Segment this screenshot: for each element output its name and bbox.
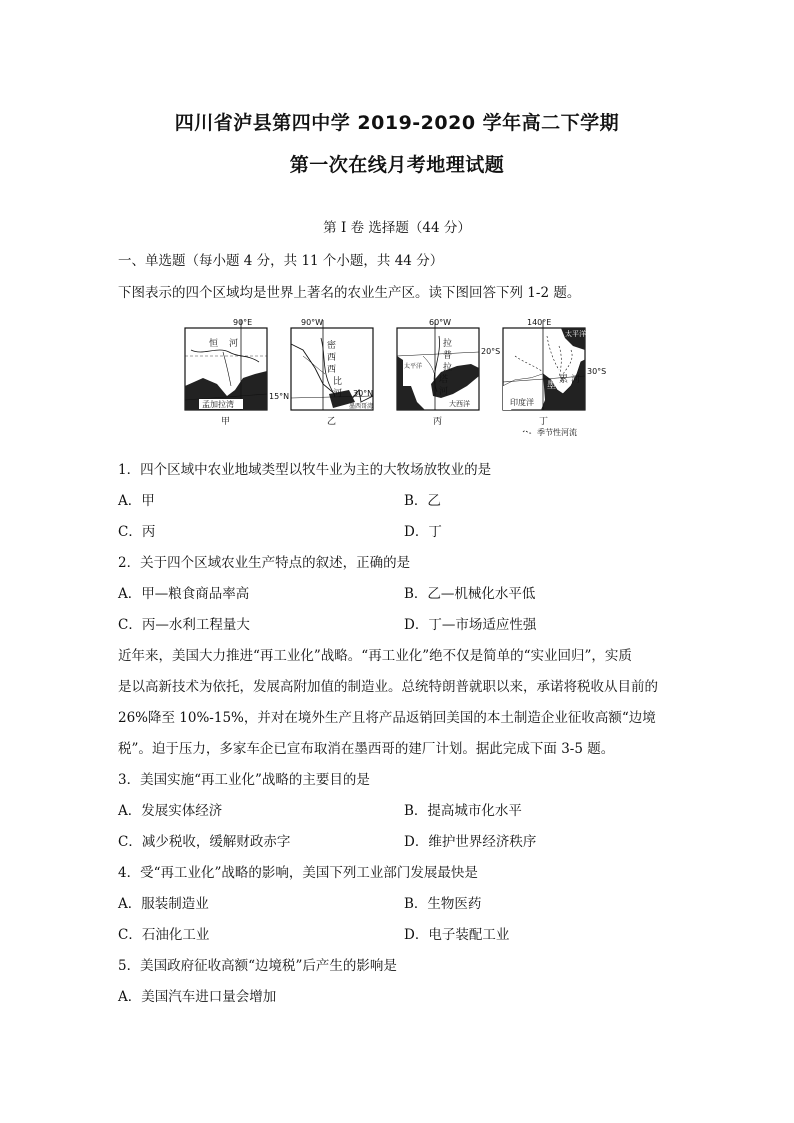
part-heading: 一、单选题（每小题 4 分，共 11 个小题，共 44 分） [118, 253, 444, 269]
q1-option-b[interactable]: B．乙 [404, 493, 441, 509]
map-bing [397, 318, 500, 427]
map-ding-text-0: 太平洋 [565, 330, 586, 338]
map-yi-lon: 90°W [301, 318, 324, 327]
q1-option-d[interactable]: D．丁 [404, 524, 442, 540]
map-jia [185, 318, 289, 427]
q1-option-c[interactable]: C．丙 [118, 524, 156, 540]
q3-stem: 3．美国实施“再工业化”战略的主要目的是 [118, 772, 370, 788]
passage-line-1: 近年来，美国大力推进“再工业化”战略。“再工业化”绝不仅是简单的“实业回归”，实质 [118, 648, 632, 664]
q5-stem: 5．美国政府征收高额“边境税”后产生的影响是 [118, 958, 397, 974]
map-yi-text-0: 密 [327, 341, 337, 351]
q3-option-a[interactable]: A．发展实体经济 [118, 803, 223, 819]
map-bing-label: 丙 [433, 417, 443, 427]
map-bing-text-2: 拉 [443, 363, 453, 373]
map-ding-text-2: 累 [559, 375, 569, 385]
q4-stem: 4．受“再工业化”战略的影响，美国下列工业部门发展最快是 [118, 865, 478, 881]
q2-option-b[interactable]: B．乙—机械化水平低 [404, 586, 536, 602]
map-bing-text-5: 太平洋 [404, 363, 423, 370]
map-yi-text-1: 西 [327, 353, 337, 363]
exam-title-line2: 第一次在线月考地理试题 [289, 154, 505, 176]
q4-option-c[interactable]: C．石油化工业 [118, 927, 210, 943]
map-ding-text-1: 墨 [547, 381, 557, 391]
q2-option-c[interactable]: C．丙—水利工程量大 [118, 617, 250, 633]
map-bing-text-0: 拉 [443, 339, 453, 349]
map-jia-lat: 15°N [269, 392, 290, 401]
map-yi-text-2: 西 [327, 365, 337, 375]
legend-text: 季节性河流 [537, 428, 577, 437]
figure-intro: 下图表示的四个区域均是世界上著名的农业生产区。读下图回答下列 1-2 题。 [118, 285, 581, 301]
map-bing-text-6: 大西洋 [449, 400, 470, 408]
q4-option-d[interactable]: D．电子装配工业 [404, 927, 510, 943]
passage-line-4: 税”。迫于压力，多家车企已宣布取消在墨西哥的建厂计划。据此完成下面 3-5 题。 [118, 741, 615, 757]
figure-legend [523, 427, 577, 437]
map-yi-label: 乙 [327, 417, 337, 427]
q2-option-d[interactable]: D．丁—市场适应性强 [404, 617, 537, 633]
q2-option-a[interactable]: A．甲—粮食商品率高 [118, 586, 250, 602]
map-bing-lon: 60°W [429, 318, 452, 327]
map-jia-label: 甲 [221, 417, 231, 427]
exam-title-line1: 四川省泸县第四中学 2019-2020 学年高二下学期 [174, 112, 620, 134]
map-ding-text-4: 印度洋 [510, 398, 534, 407]
map-ding [503, 318, 606, 427]
q1-option-a[interactable]: A．甲 [118, 493, 155, 509]
map-ding-lon: 140°E [527, 318, 552, 327]
agriculture-region-maps [183, 316, 623, 442]
map-ding-lat: 30°S [587, 367, 607, 376]
map-yi-text-5: 墨西哥湾 [349, 403, 374, 410]
map-bing-lat: 20°S [481, 347, 501, 356]
q5-option-a[interactable]: A．美国汽车进口量会增加 [118, 989, 277, 1005]
q3-option-b[interactable]: B．提高城市化水平 [404, 803, 522, 819]
volume-heading: 第 I 卷 选择题（44 分） [323, 220, 471, 236]
map-jia-lon: 90°E [233, 318, 253, 327]
map-bing-text-1: 普 [443, 351, 453, 361]
map-ding-text-3: 河 [571, 375, 581, 385]
map-jia-text-0: 恒 [209, 339, 219, 349]
q2-stem: 2．关于四个区域农业生产特点的叙述，正确的是 [118, 555, 411, 571]
q3-option-d[interactable]: D．维护世界经济秩序 [404, 834, 537, 850]
map-jia-text-2: 孟加拉湾 [202, 400, 234, 409]
map-yi [291, 318, 373, 427]
map-ding-label: 丁 [539, 417, 549, 427]
q4-option-b[interactable]: B．生物医药 [404, 896, 482, 912]
map-yi-text-3: 比 [333, 377, 343, 387]
map-bing-text-4: 河 [439, 387, 449, 397]
passage-line-3: 26%降至 10%-15%，并对在境外生产且将产品返销回美国的本土制造企业征收高额“边境 [118, 710, 656, 726]
map-yi-text-4: 河 [333, 389, 343, 399]
map-yi-lat: 30°N [353, 389, 374, 398]
map-bing-text-3: 塔 [439, 375, 449, 385]
q3-option-c[interactable]: C．减少税收，缓解财政赤字 [118, 834, 291, 850]
map-jia-text-1: 河 [229, 339, 239, 349]
passage-line-2: 是以高新技术为依托，发展高附加值的制造业。总统特朗普就职以来，承诺将税收从目前的 [118, 679, 658, 695]
q4-option-a[interactable]: A．服装制造业 [118, 896, 209, 912]
q1-stem: 1．四个区域中农业地域类型以牧牛业为主的大牧场放牧业的是 [118, 462, 492, 478]
